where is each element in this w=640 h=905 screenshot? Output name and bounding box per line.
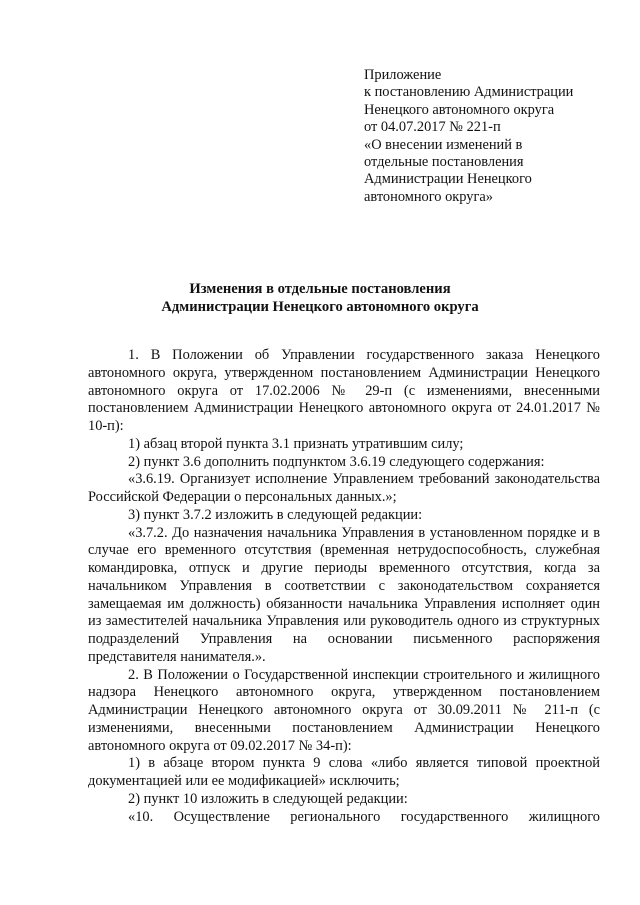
appendix-line: отдельные постановления — [364, 154, 524, 171]
appendix-line: к постановлению Администрации — [364, 84, 574, 101]
document-title — [0, 281, 640, 316]
appendix-header — [364, 67, 573, 206]
paragraph-1-item-3-quote: «3.7.2. До назначения начальника Управления в установленном порядке и в случае его временного отсутствия (временная нетрудоспособность, служебная командировка, отпуск и другие периоды временного отсутствия, когда за начальником Управления в соответствии с законодательством сохраняется замещаемая им должность) обязанности начальника Управления исполняет один из заместителей начальника Управления или руководитель одного из структурных подразделений Управления на основании письменного распоряжения представителя нанимателя.». — [88, 524, 600, 665]
paragraph-2: 2. В Положении о Государственной инспекции строительного и жилищного надзора Ненецкого автономного округа, утвержденном постановлением Администрации Ненецкого автономного округа от 30.09.2011 № 211-п (с изменениями, внесенными постановлением Администрации Ненецкого автономного округа от 09.02.2017 № 34-п): — [88, 666, 600, 754]
title-line-2: Администрации Ненецкого автономного округа — [161, 298, 479, 315]
appendix-line: автономного округа» — [364, 188, 493, 205]
paragraph-2-item-2-quote: «10. Осуществление регионального государственного жилищного — [128, 808, 600, 825]
paragraph-1-item-1: 1) абзац второй пункта 3.1 признать утратившим силу; — [128, 435, 464, 452]
paragraph-1-item-2-quote: «3.6.19. Организует исполнение Управлением требований законодательства Российской Федерации о персональных данных.»; — [88, 471, 600, 505]
document-body — [88, 347, 600, 826]
paragraph-2-item-2: 2) пункт 10 изложить в следующей редакции: — [128, 790, 408, 807]
appendix-line: от 04.07.2017 № 221-п — [364, 119, 501, 136]
appendix-line: Администрации Ненецкого — [364, 171, 532, 188]
paragraph-1-item-2: 2) пункт 3.6 дополнить подпунктом 3.6.19 следующего содержания: — [128, 453, 545, 470]
title-line-1: Изменения в отдельные постановления — [189, 281, 451, 297]
appendix-line: Приложение — [364, 67, 442, 83]
paragraph-1: 1. В Положении об Управлении государственного заказа Ненецкого автономного округа, утвержденном постановлением Администрации Ненецкого автономного округа от 17.02.2006 № 29-п (с изменениями, внесенными постановлением Администрации Ненецкого автономного округа от 24.01.2017 № 10-п): — [88, 347, 600, 434]
appendix-line: «О внесении изменений в — [364, 136, 523, 153]
paragraph-1-item-3: 3) пункт 3.7.2 изложить в следующей редакции: — [128, 506, 423, 523]
appendix-line: Ненецкого автономного округа — [364, 101, 555, 118]
paragraph-2-item-1: 1) в абзаце втором пункта 9 слова «либо является типовой проектной документацией или ее модификацией» исключить; — [88, 755, 600, 789]
